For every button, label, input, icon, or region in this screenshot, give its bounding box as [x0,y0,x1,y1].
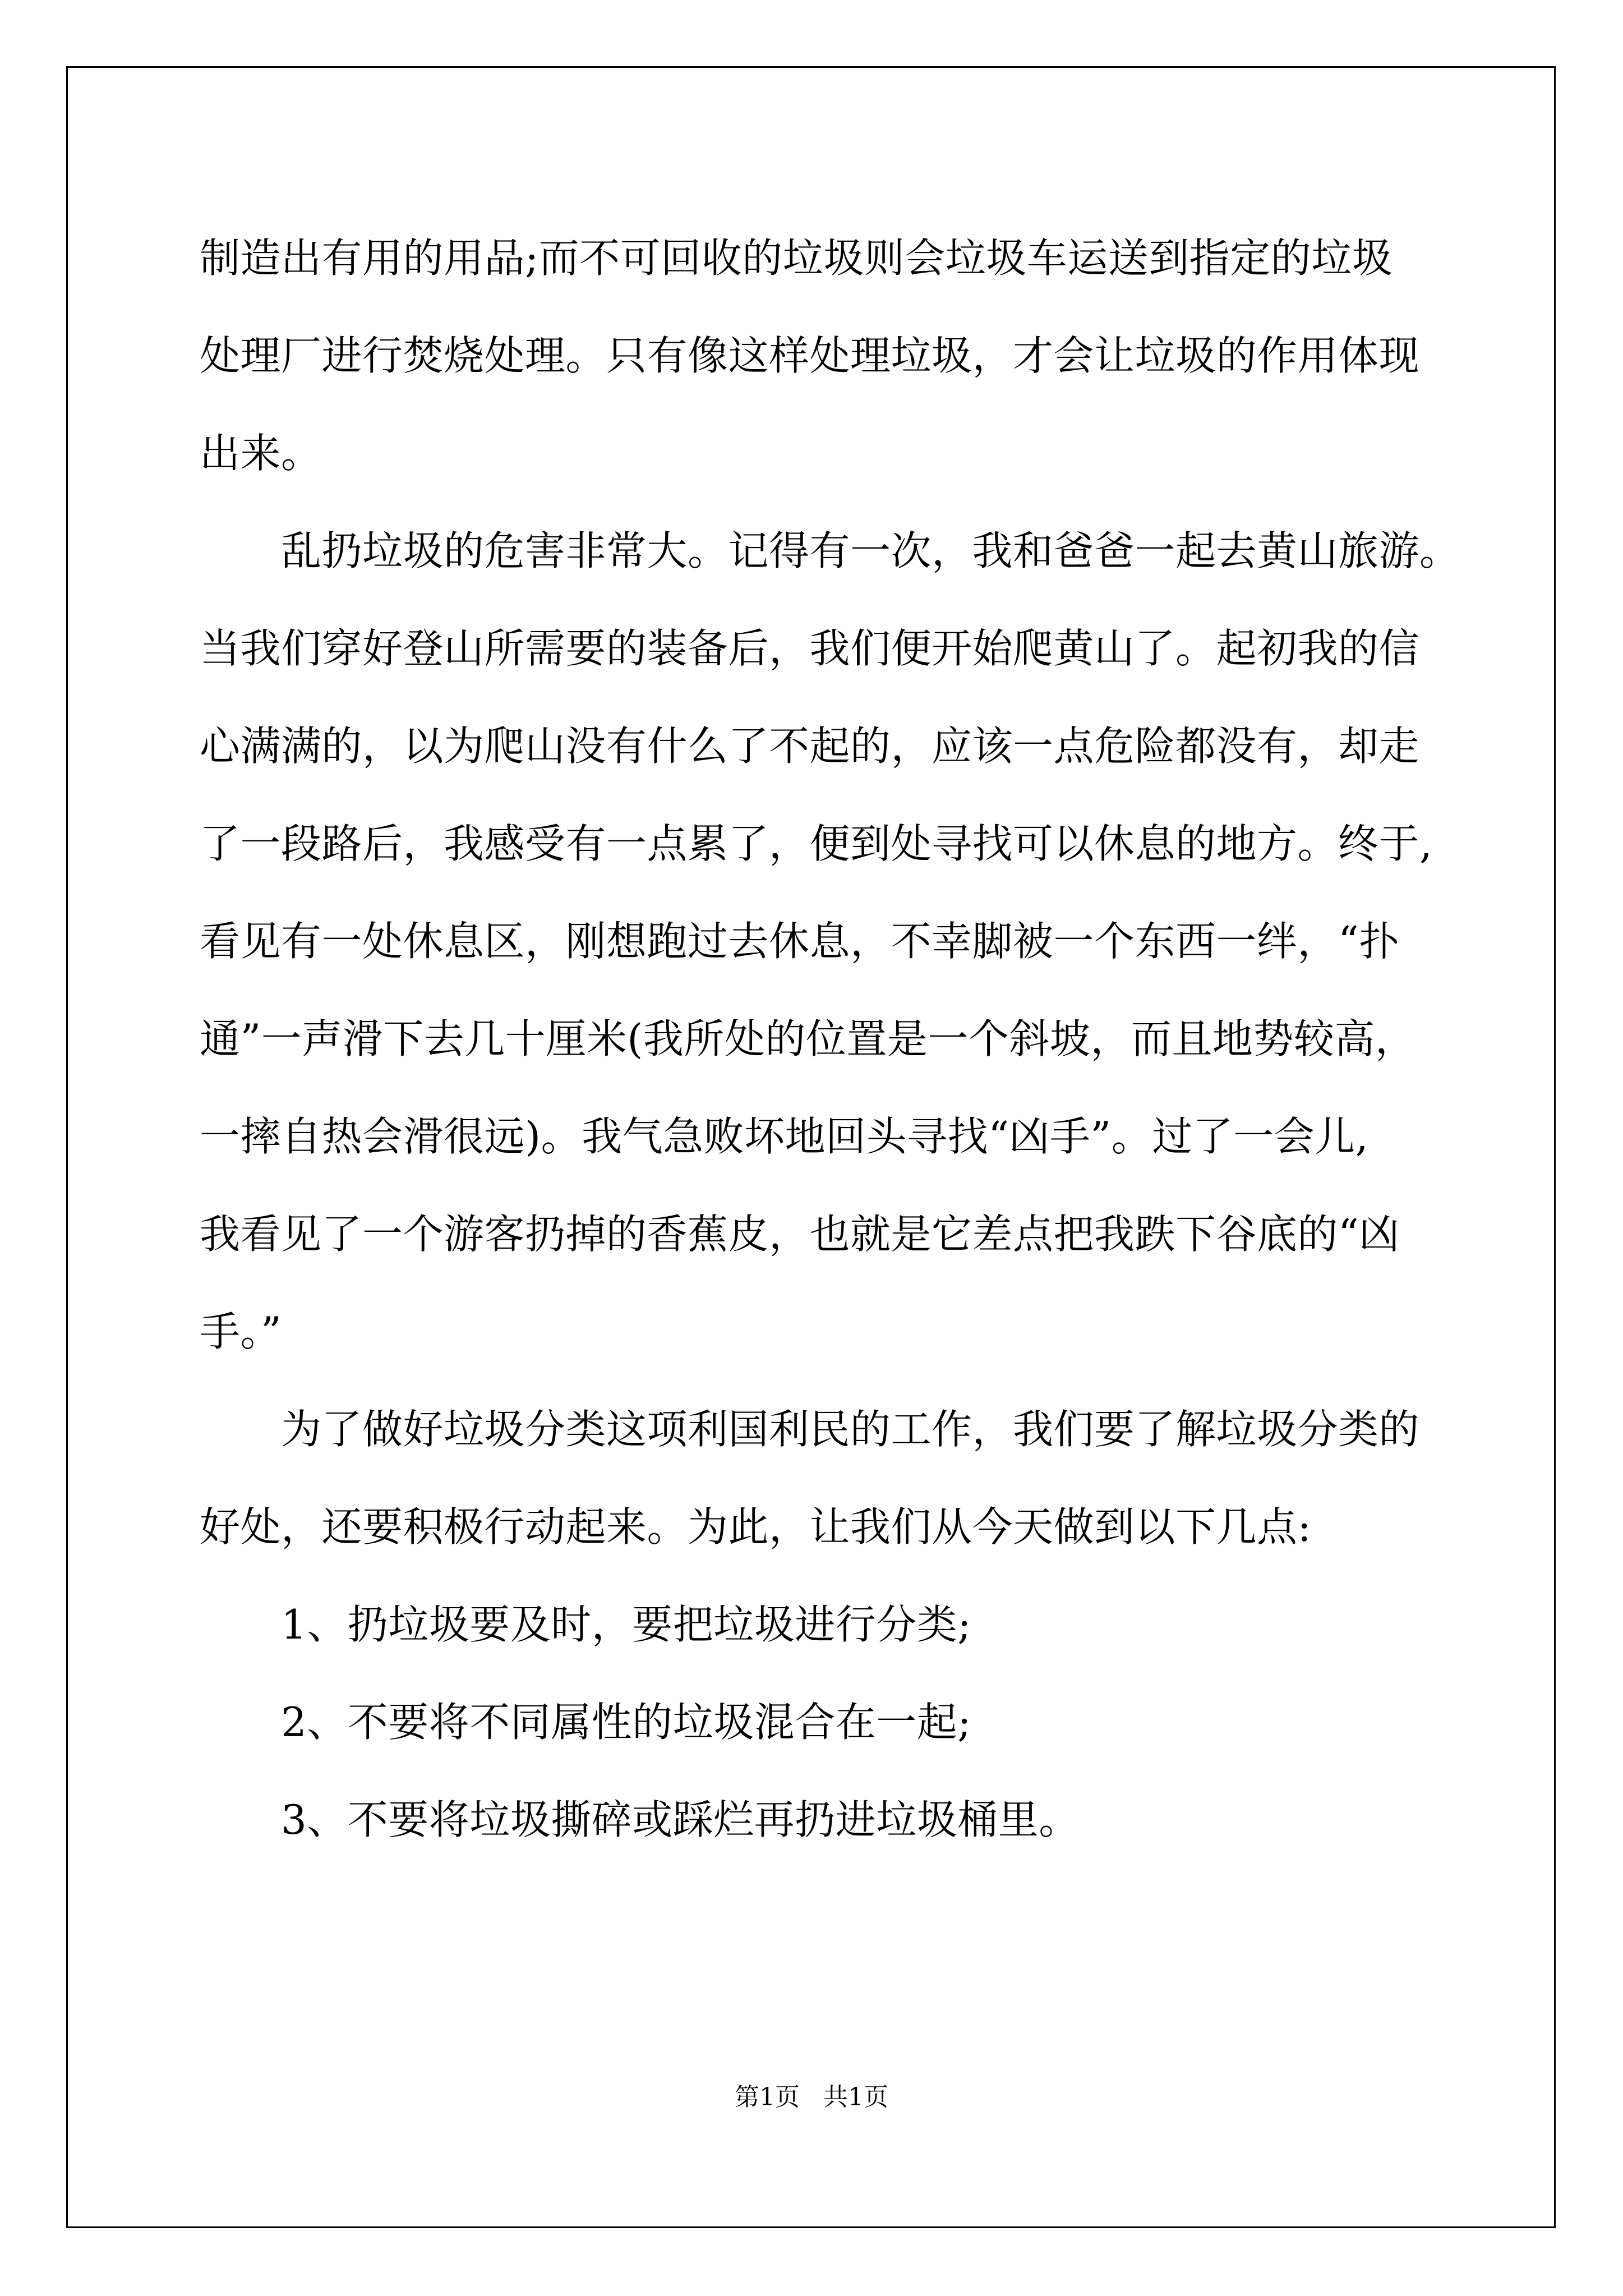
text-line: 了一段路后，我感受有一点累了，便到处寻找可以休息的地方。终于, [200,820,1433,867]
text-line: 手。” [200,1308,282,1355]
page-footer: 第1页 共1页 [735,2083,888,2111]
text-line: 我看见了一个游客扔掉的香蕉皮，也就是它差点把我跌下谷底的“凶 [200,1211,1400,1258]
text-line: 制造出有用的用品;而不可回收的垃圾则会垃圾车运送到指定的垃圾 [200,234,1393,282]
text-line: 当我们穿好登山所需要的装备后，我们便开始爬黄山了。起初我的信 [200,625,1420,672]
text-line: 一摔自热会滑很远)。我气急败坏地回头寻找“凶手”。过了一会儿, [200,1113,1369,1160]
list-item: 1、扔垃圾要及时，要把垃圾进行分类; [200,1601,972,1648]
text-line: 心满满的，以为爬山没有什么了不起的，应该一点危险都没有，却走 [200,723,1420,770]
text-line: 通”一声滑下去几十厘米(我所处的位置是一个斜坡，而且地势较高， [200,1015,1416,1062]
text-line: 好处，还要积极行动起来。为此，让我们从今天做到以下几点: [200,1503,1312,1550]
text-line: 看见有一处休息区，刚想跑过去休息，不幸脚被一个东西一绊，“扑 [200,918,1400,965]
text-line: 处理厂进行焚烧处理。只有像这样处理垃圾，才会让垃圾的作用体现 [200,332,1420,379]
text-line: 为了做好垃圾分类这项利国利民的工作，我们要了解垃圾分类的 [200,1406,1420,1453]
document-body [200,209,1460,1869]
text-line: 乱扔垃圾的危害非常大。记得有一次，我和爸爸一起去黄山旅游。 [200,527,1460,574]
list-item: 2、不要将不同属性的垃圾混合在一起; [200,1699,972,1746]
text-line: 出来。 [200,430,322,477]
list-item: 3、不要将垃圾撕碎或踩烂再扔进垃圾桶里。 [200,1796,1080,1843]
